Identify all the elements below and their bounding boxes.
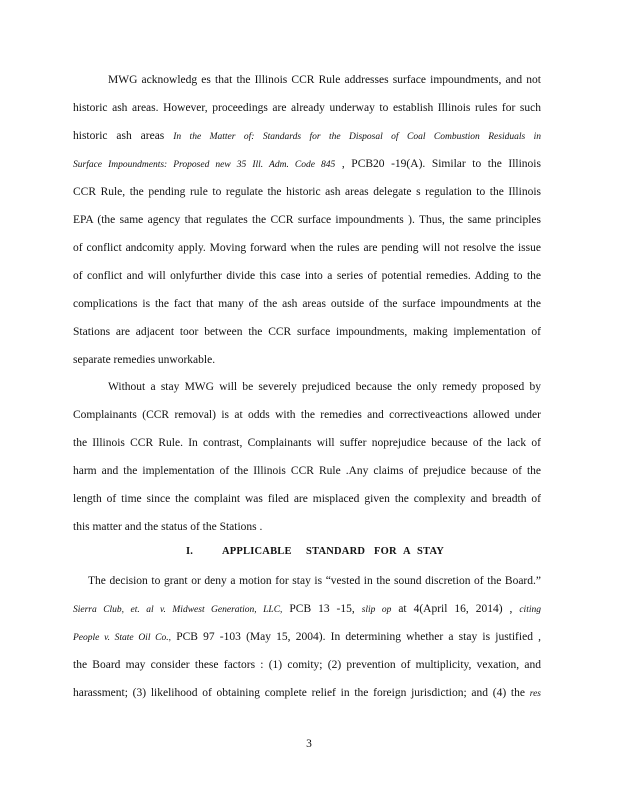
text-line: Complainants (CCR removal) is at odds with the remedies and correctiveactions allowed under [73,409,541,421]
text-line: CCR Rule, the pending rule to regulate the historic ash areas delegate s regulation to the Illinois [73,186,541,198]
text-line: harm and the implementation of the Illinois CCR Rule .Any claims of prejudice because of the [73,465,541,477]
text-run: PCB 97 -103 (May 15, 2004). In determining whether a stay is justified , [171,631,542,643]
heading-word: A [403,546,411,557]
text-run: at 4(April 16, 2014) , [391,603,520,615]
text-line: Stations are adjacent toor between the CCR surface impoundments, making implementation of [73,326,541,338]
text-line: the Board may consider these factors : (1) comity; (2) prevention of multiplicity, vexation, and [73,659,541,671]
text-line: this matter and the status of the Stations . [73,521,263,533]
text-line: complications is the fact that many of the ash areas outside of the surface impoundments at the [73,298,541,310]
text-line: length of time since the complaint was filed are misplaced given the complexity and breadth of [73,493,541,505]
case-citation-italic: Sierra Club, et. al v. Midwest Generation, LLC, [73,605,283,615]
text-run: harassment; (3) likelihood of obtaining complete relief in the foreign jurisdiction; and (4) the [73,687,530,699]
heading-word: STAY [417,546,445,557]
text-run: PCB 13 -15, [282,603,362,615]
heading-word: APPLICABLE [222,546,292,557]
text-line: the Illinois CCR Rule. In contrast, Complainants will suffer noprejudice because of the lack of [73,437,541,449]
text-run: historic ash areas [73,130,174,142]
heading-word: FOR [374,546,397,557]
heading-word: STANDARD [306,546,366,557]
text-line [73,630,541,645]
text-line: MWG acknowledg es that the Illinois CCR Rule addresses surface impoundments, and not [108,74,541,86]
heading-number: I. [186,546,194,557]
text-line: of conflict andcomity apply. Moving forward when the rules are pending will not resolve the issue [73,242,541,254]
case-citation-italic: Surface Impoundments: Proposed new 35 Ill. Adm. Code 845 [73,160,336,170]
text-line: The decision to grant or deny a motion for stay is “vested in the sound discretion of the Board.” [88,575,541,587]
case-citation-italic: People v. State Oil Co., [73,633,171,643]
text-line: EPA (the same agency that regulates the CCR surface impoundments ). Thus, the same principles [73,214,541,226]
text-line [73,157,541,172]
text-line: Without a stay MWG will be severely prejudiced because the only remedy proposed by [108,381,541,393]
case-citation-italic: res [529,689,541,699]
text-line: historic ash areas. However, proceedings are already underway to establish Illinois rules for such [73,102,541,114]
text-line: separate remedies unworkable. [73,354,216,366]
case-citation-italic: In the Matter of: Standards for the Disposal of Coal Combustion Residuals in [173,132,541,142]
text-run: , PCB20 -19(A). Similar to the Illinois [335,158,541,170]
case-citation-italic: slip op [361,605,392,615]
text-line [73,602,541,617]
text-line: of conflict and will onlyfurther divide this case into a series of potential remedies. Adding to the [73,270,541,282]
page-number: 3 [306,738,312,750]
text-line [73,129,541,144]
case-citation-italic: citing [519,605,541,615]
text-line [73,686,541,701]
